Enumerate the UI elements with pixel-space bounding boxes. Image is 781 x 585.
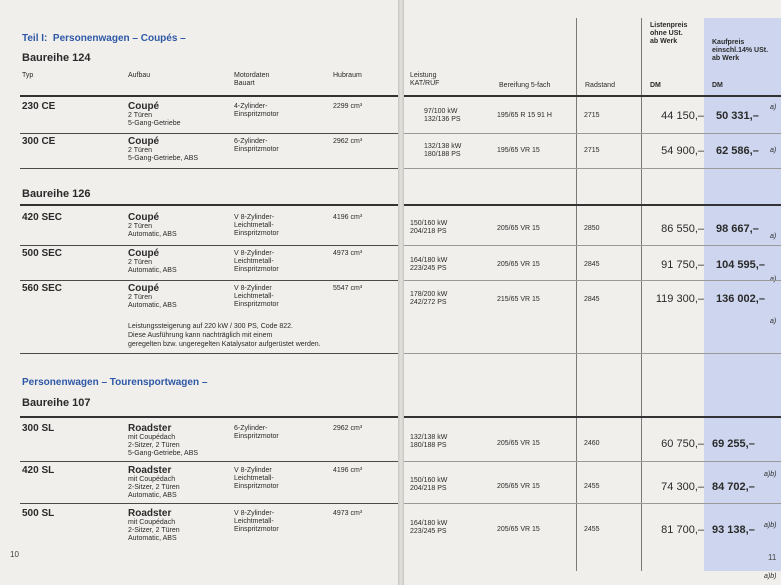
tire-size: 205/65 VR 15 xyxy=(497,483,540,490)
body-type: Coupé xyxy=(128,248,160,259)
series-rule xyxy=(404,204,781,206)
series-107-heading: Baureihe 107 xyxy=(22,397,91,409)
wheelbase: 2715 xyxy=(584,112,600,119)
series-rule xyxy=(20,416,398,418)
header-rule xyxy=(404,95,781,97)
row-rule xyxy=(404,245,781,246)
engine-type: 6-Zylinder- Einspritzmotor xyxy=(234,138,279,153)
displacement: 2962 cm³ xyxy=(333,425,363,432)
row-rule xyxy=(404,133,781,134)
model-name: 500 SEC xyxy=(22,248,63,259)
row-rule xyxy=(404,168,781,169)
col-header-radstand: Radstand xyxy=(585,82,615,89)
row-rule xyxy=(20,461,398,462)
tire-size: 205/65 VR 15 xyxy=(497,526,540,533)
engine-type: V 8-Zylinder Leichtmetall- Einspritzmotor xyxy=(234,467,279,490)
engine-type: V 8-Zylinder Leichtmetall- Einspritzmotor xyxy=(234,285,279,308)
model-name: 300 SL xyxy=(22,423,55,434)
col-header-aufbau: Aufbau xyxy=(128,72,151,79)
tire-size: 215/65 VR 15 xyxy=(497,296,540,303)
wheelbase: 2850 xyxy=(584,225,600,232)
wheelbase: 2455 xyxy=(584,526,600,533)
col-header-leistung: Leistung KAT/RÜF xyxy=(410,72,440,87)
col-header-typ: Typ xyxy=(22,72,34,79)
series-rule xyxy=(404,416,781,418)
body-details: 2 Türen Automatic, ABS xyxy=(128,223,177,238)
body-details: 2 Türen 5-Gang-Getriebe xyxy=(128,112,181,127)
note-560-sec: Leistungssteigerung auf 220 kW / 300 PS, Code 822. Diese Ausführung kann nachträglich mit einem geregelten bzw. ungeregelten Katalysator aufgerüstet werden. xyxy=(128,323,321,349)
row-rule xyxy=(20,353,398,354)
list-price: 44 150,– xyxy=(661,110,704,122)
power-output: 132/138 kW 180/188 PS xyxy=(410,434,448,449)
body-type: Coupé xyxy=(128,283,160,294)
engine-type: 4-Zylinder- Einspritzmotor xyxy=(234,103,279,118)
series-rule xyxy=(20,204,398,206)
body-details: 2 Türen Automatic, ABS xyxy=(128,259,177,274)
tire-size: 205/65 VR 15 xyxy=(497,225,540,232)
series-124-heading: Baureihe 124 xyxy=(22,52,91,64)
body-type: Coupé xyxy=(128,212,160,223)
power-output: 150/160 kW 204/218 PS xyxy=(410,220,448,235)
col-header-dm-purchase: DM xyxy=(712,82,723,89)
body-details: 2 Türen Automatic, ABS xyxy=(128,294,177,309)
purchase-price: 136 002,– xyxy=(716,293,765,305)
row-rule xyxy=(20,168,398,169)
tire-size: 195/65 R 15 91 H xyxy=(497,112,552,119)
power-output: 132/138 kW 180/188 PS xyxy=(424,143,462,158)
displacement: 4973 cm³ xyxy=(333,510,363,517)
section1-title: Teil I: Personenwagen – Coupés – xyxy=(22,33,186,44)
model-name: 230 CE xyxy=(22,101,56,112)
tire-size: 205/65 VR 15 xyxy=(497,440,540,447)
model-name: 420 SEC xyxy=(22,212,63,223)
displacement: 4196 cm³ xyxy=(333,214,363,221)
tire-size: 205/65 VR 15 xyxy=(497,261,540,268)
row-rule xyxy=(404,280,781,281)
column-divider xyxy=(576,18,577,571)
col-header-kaufpreis: Kaufpreis einschl.14% USt. ab Werk xyxy=(712,39,769,63)
footnote-marker: a)b) xyxy=(764,572,777,580)
footnote-marker: a) xyxy=(770,232,777,240)
list-price: 60 750,– xyxy=(661,438,704,450)
wheelbase: 2460 xyxy=(584,440,600,447)
wheelbase: 2455 xyxy=(584,483,600,490)
list-price: 119 300,– xyxy=(655,293,704,305)
list-price: 81 700,– xyxy=(661,524,704,536)
power-output: 178/200 kW 242/272 PS xyxy=(410,291,448,306)
purchase-price: 98 667,– xyxy=(716,223,759,235)
power-output: 164/180 kW 223/245 PS xyxy=(410,257,448,272)
right-page xyxy=(404,0,781,585)
row-rule xyxy=(20,503,398,504)
list-price: 91 750,– xyxy=(661,259,704,271)
col-header-hubraum: Hubraum xyxy=(333,72,362,79)
body-details: 2 Türen 5-Gang-Getriebe, ABS xyxy=(128,147,199,162)
footnote-marker: a) xyxy=(770,146,777,154)
col-header-motordaten: Motordaten Bauart xyxy=(234,72,270,87)
purchase-price: 84 702,– xyxy=(712,481,755,493)
model-name: 500 SL xyxy=(22,508,55,519)
displacement: 4196 cm³ xyxy=(333,467,363,474)
row-rule xyxy=(404,353,781,354)
row-rule xyxy=(20,280,398,281)
section2-title: Personenwagen – Tourensportwagen – xyxy=(22,377,208,388)
header-rule xyxy=(20,95,398,97)
footnote-marker: a) xyxy=(770,318,777,326)
engine-type: V 8-Zylinder- Leichtmetall- Einspritzmotor xyxy=(234,510,279,533)
row-rule xyxy=(404,503,781,504)
col-header-bereifung: Bereifung 5-fach xyxy=(499,82,551,89)
tire-size: 195/65 VR 15 xyxy=(497,147,540,154)
list-price: 54 900,– xyxy=(661,145,704,157)
page-number-right: 11 xyxy=(768,553,777,562)
page-number-left: 10 xyxy=(10,550,19,559)
body-type: Roadster xyxy=(128,465,172,476)
footnote-marker: a)b) xyxy=(764,471,777,479)
wheelbase: 2845 xyxy=(584,261,600,268)
engine-type: 6-Zylinder- Einspritzmotor xyxy=(234,425,279,440)
engine-type: V 8-Zylinder- Leichtmetall- Einspritzmotor xyxy=(234,214,279,237)
displacement: 2299 cm³ xyxy=(333,103,363,110)
body-details: mit Coupédach 2-Sitzer, 2 Türen Automatic, ABS xyxy=(128,476,180,499)
purchase-price: 69 255,– xyxy=(712,438,755,450)
body-type: Coupé xyxy=(128,136,160,147)
body-type: Roadster xyxy=(128,508,172,519)
col-header-dm-list: DM xyxy=(650,82,661,89)
purchase-price: 93 138,– xyxy=(712,524,755,536)
row-rule xyxy=(20,245,398,246)
list-price: 74 300,– xyxy=(661,481,704,493)
model-name: 300 CE xyxy=(22,136,56,147)
power-output: 150/160 kW 204/218 PS xyxy=(410,477,448,492)
row-rule xyxy=(20,133,398,134)
footnote-marker: a) xyxy=(770,104,777,111)
row-rule xyxy=(404,461,781,462)
body-details: mit Coupédach 2-Sitzer, 2 Türen 5-Gang-Getriebe, ABS xyxy=(128,434,199,457)
col-header-listenpreis: Listenpreis ohne USt. ab Werk xyxy=(650,22,688,46)
body-type: Roadster xyxy=(128,423,172,434)
list-price: 86 550,– xyxy=(661,223,704,235)
wheelbase: 2845 xyxy=(584,296,600,303)
purchase-price: 104 595,– xyxy=(716,259,765,271)
displacement: 4973 cm³ xyxy=(333,250,363,257)
model-name: 560 SEC xyxy=(22,283,63,294)
displacement: 5547 cm³ xyxy=(333,285,363,292)
series-126-heading: Baureihe 126 xyxy=(22,188,91,200)
power-output: 97/100 kW 132/136 PS xyxy=(424,108,461,123)
purchase-price: 50 331,– xyxy=(716,110,759,122)
purchase-price: 62 586,– xyxy=(716,145,759,157)
model-name: 420 SL xyxy=(22,465,55,476)
footnote-marker: a)b) xyxy=(764,521,777,529)
body-details: mit Coupédach 2-Sitzer, 2 Türen Automatic, ABS xyxy=(128,519,180,542)
power-output: 164/180 kW 223/245 PS xyxy=(410,520,448,535)
engine-type: V 8-Zylinder- Leichtmetall- Einspritzmotor xyxy=(234,250,279,273)
wheelbase: 2715 xyxy=(584,147,600,154)
displacement: 2962 cm³ xyxy=(333,138,363,145)
body-type: Coupé xyxy=(128,101,160,112)
